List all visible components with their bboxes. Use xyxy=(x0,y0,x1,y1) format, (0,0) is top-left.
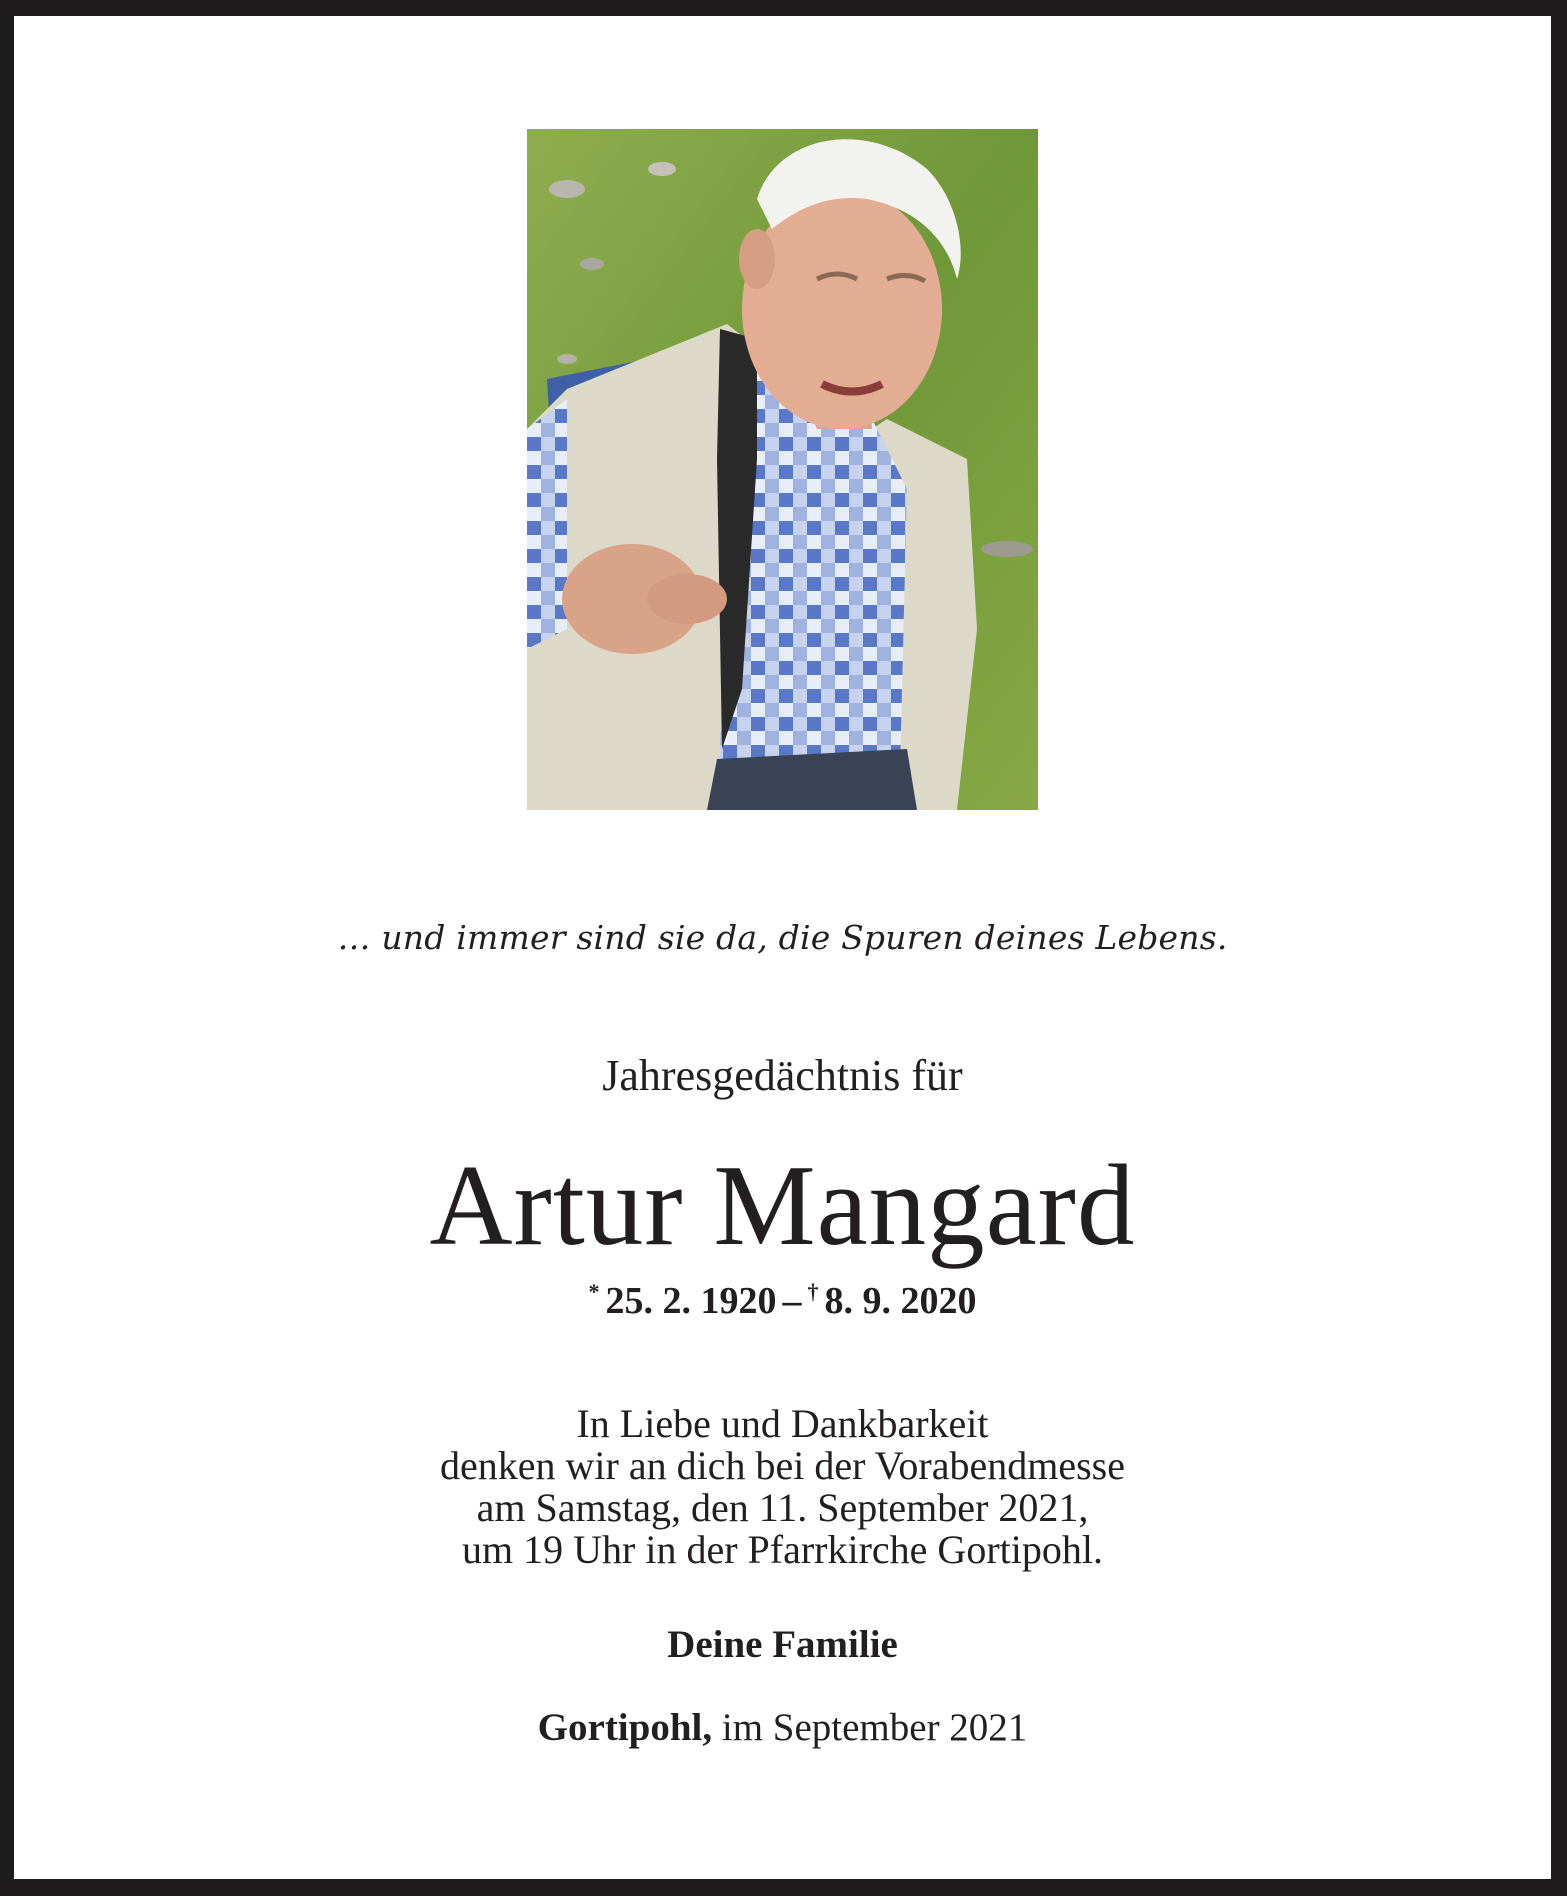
portrait-photo xyxy=(527,129,1038,810)
obituary-card xyxy=(14,16,1551,1879)
memorial-message xyxy=(14,1403,1551,1571)
message-line: um 19 Uhr in der Pfarrkirche Gortipohl. xyxy=(462,1527,1103,1572)
death-symbol: † xyxy=(807,1279,819,1304)
message-line: am Samstag, den 11. September 2021, xyxy=(476,1485,1089,1530)
portrait-illustration xyxy=(527,129,1038,810)
place-town: Gortipohl, xyxy=(537,1706,713,1749)
memorial-intro: Jahresgedächtnis für xyxy=(602,1051,963,1100)
place-and-date xyxy=(14,1705,1551,1750)
life-dates xyxy=(14,1279,1551,1323)
memorial-motto: … und immer sind sie da, die Spuren deines Lebens. xyxy=(337,918,1228,957)
birth-symbol: * xyxy=(588,1279,600,1304)
deceased-name: Artur Mangard xyxy=(429,1142,1136,1269)
place-date: im September 2021 xyxy=(721,1706,1028,1749)
message-line: In Liebe und Dankbarkeit xyxy=(576,1401,989,1446)
birth-date: 25. 2. 1920 xyxy=(605,1280,777,1322)
signature-family: Deine Familie xyxy=(667,1623,898,1666)
message-line: denken wir an dich bei der Vorabendmesse xyxy=(440,1443,1125,1488)
date-separator: – xyxy=(782,1280,802,1322)
death-date: 8. 9. 2020 xyxy=(824,1280,977,1322)
